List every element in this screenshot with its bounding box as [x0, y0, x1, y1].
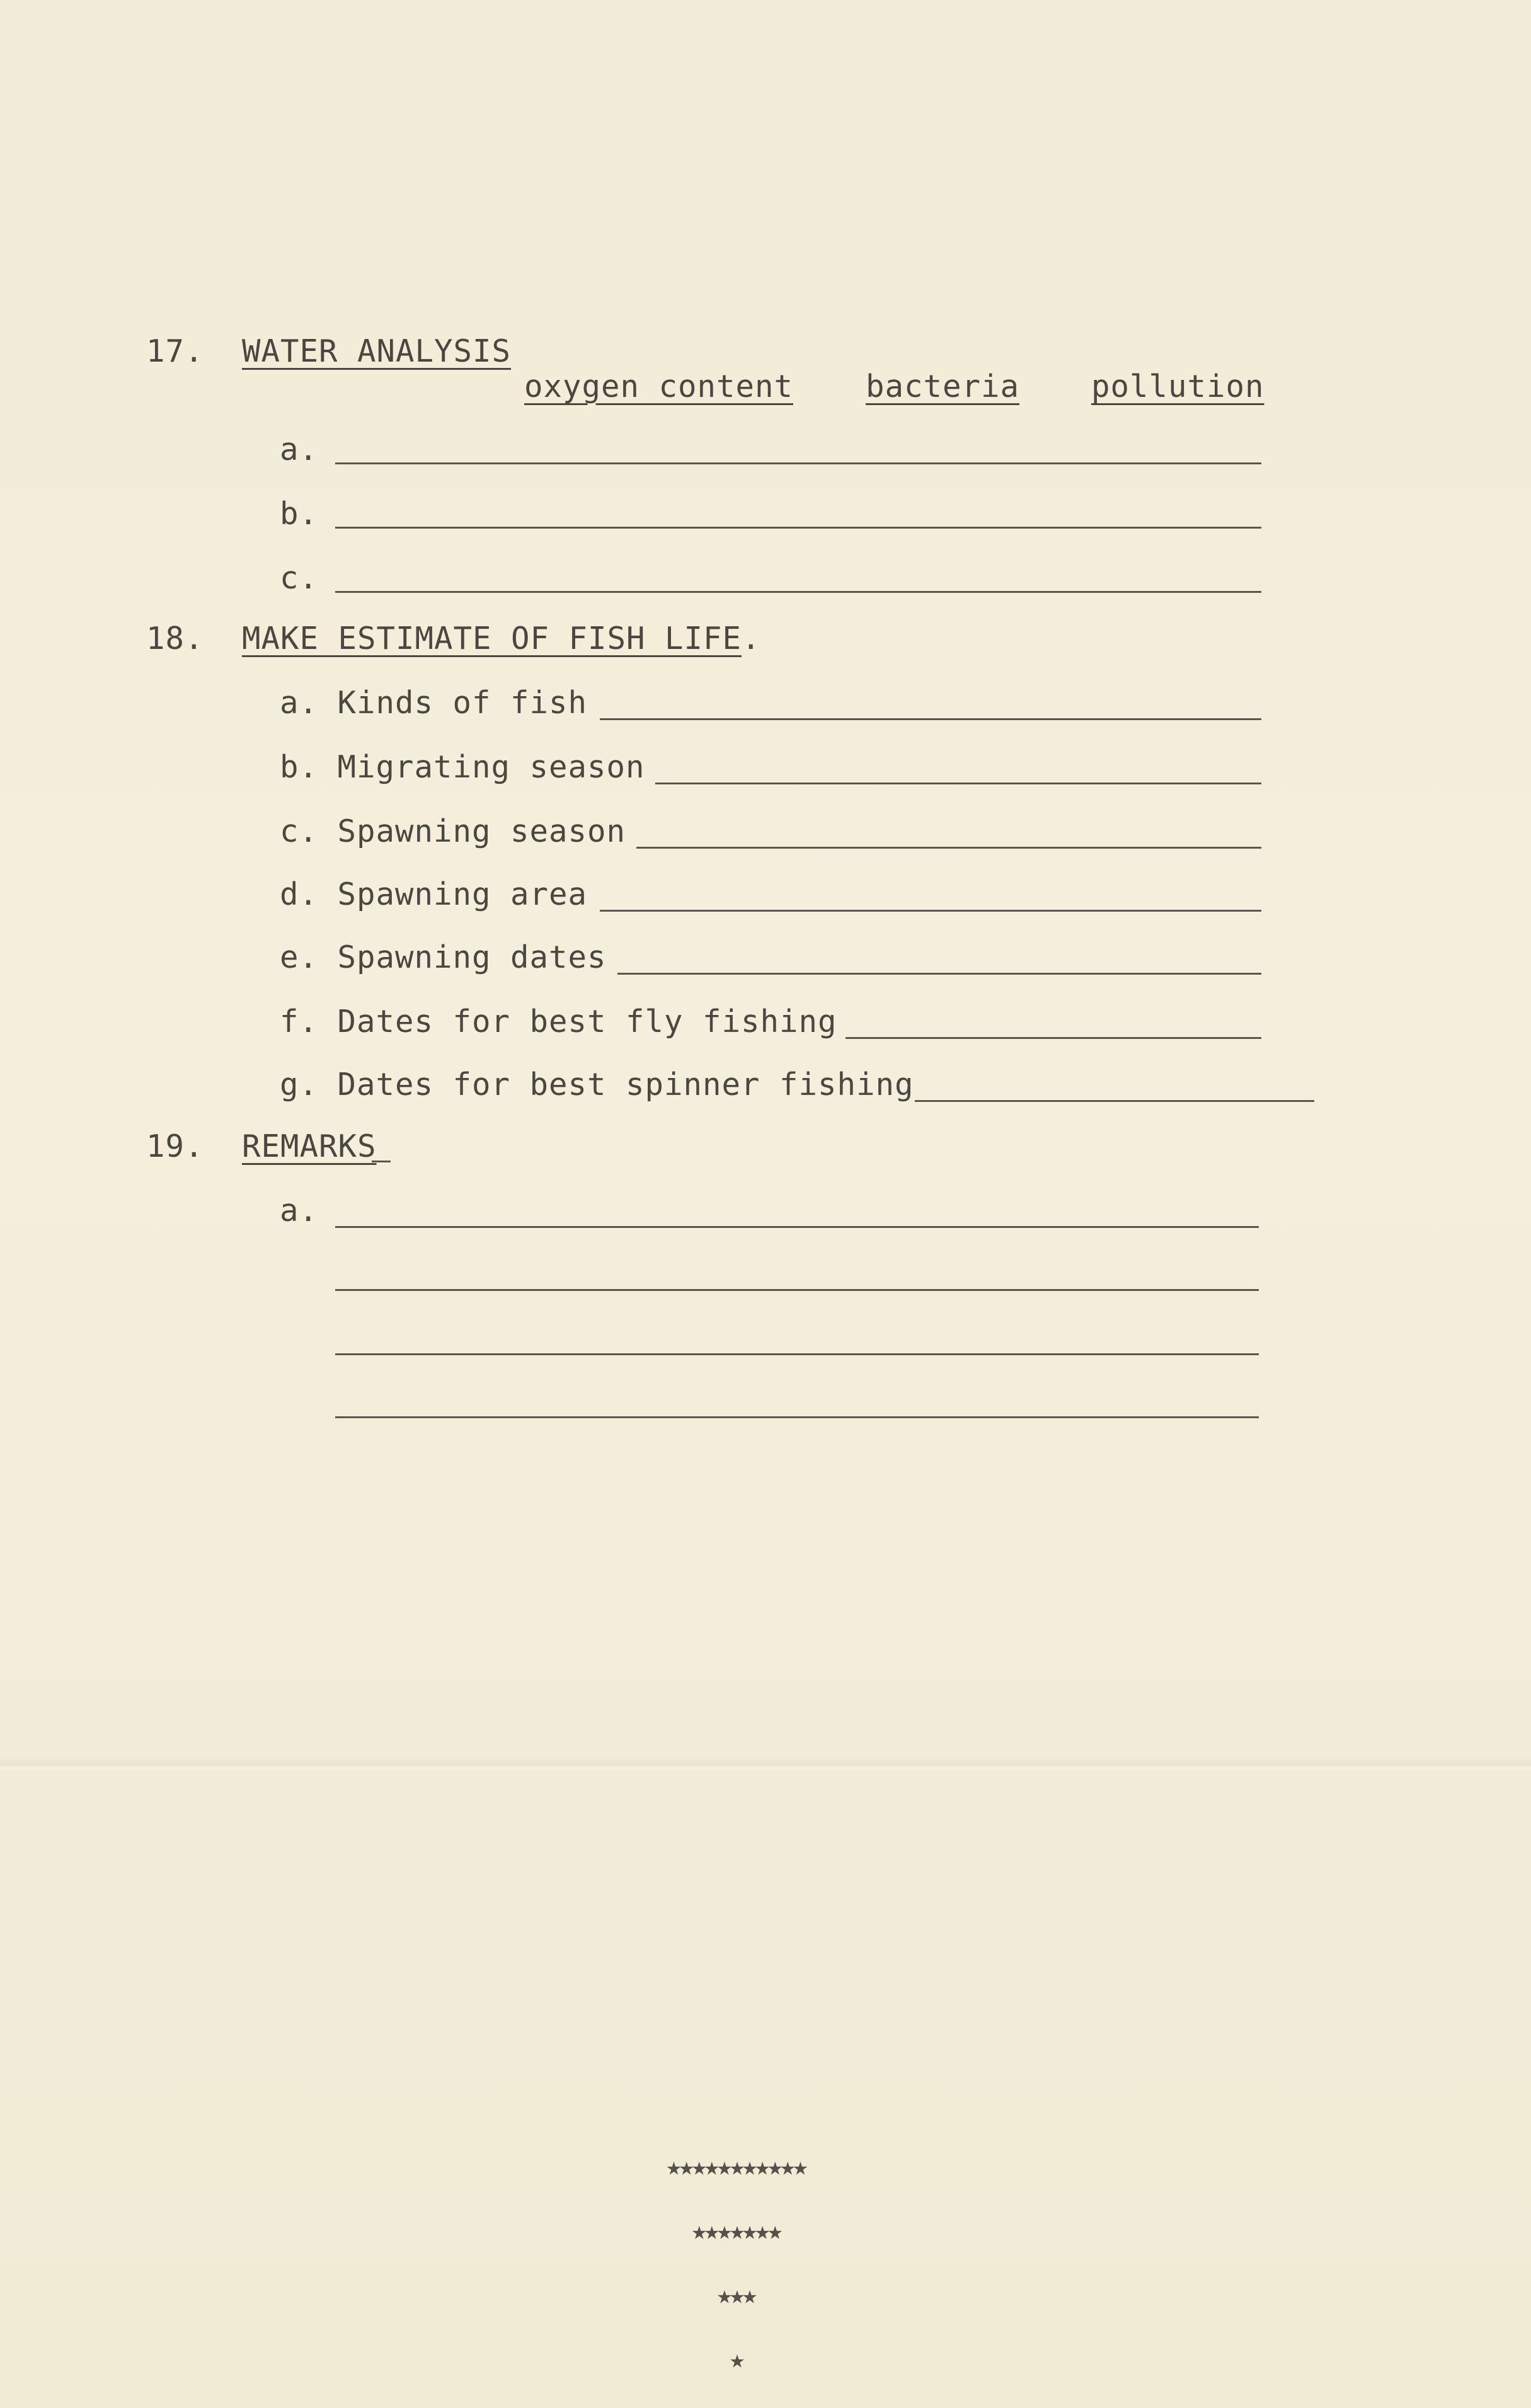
section-18-number: 18.: [146, 621, 204, 656]
remarks-line-1[interactable]: [335, 1226, 1259, 1228]
section-18-title-suffix: .: [742, 621, 761, 656]
fish-item-spawning-area-line[interactable]: [600, 910, 1261, 912]
fish-item-spawning-dates: e. Spawning dates: [280, 939, 607, 975]
footer-stars-row-1: ★★★★★★★★★★★: [666, 2152, 806, 2181]
section-19-title: REMARKS: [242, 1128, 377, 1164]
fish-item-fly-fishing-line[interactable]: [846, 1037, 1261, 1039]
fish-item-migrating-line[interactable]: [655, 783, 1261, 784]
fish-item-spawning-season-line[interactable]: [636, 847, 1261, 849]
column-oxygen-content: oxygen content: [524, 369, 794, 404]
section-18-heading: [242, 620, 761, 658]
section-19-title-underline-tail: [372, 1161, 391, 1162]
column-pollution: pollution: [1091, 369, 1264, 404]
section-17-number: 17.: [146, 333, 204, 369]
fish-item-fly-fishing: f. Dates for best fly fishing: [280, 1004, 837, 1040]
fish-item-spinner-fishing-line[interactable]: [915, 1100, 1314, 1102]
fish-item-kinds: a. Kinds of fish: [280, 685, 588, 721]
fish-item-spawning-area: d. Spawning area: [280, 876, 588, 912]
column-bacteria: bacteria: [866, 369, 1020, 404]
paper-fold: [0, 1758, 1531, 1774]
water-row-b-line[interactable]: [335, 527, 1261, 529]
remarks-line-4[interactable]: [335, 1416, 1259, 1418]
section-18-title: MAKE ESTIMATE OF FISH LIFE: [242, 621, 742, 656]
water-row-c-line[interactable]: [335, 591, 1261, 593]
remarks-line-2[interactable]: [335, 1289, 1259, 1291]
remarks-row-a-label: a.: [280, 1193, 319, 1229]
footer-stars-row-2: ★★★★★★★: [691, 2216, 781, 2245]
fish-item-kinds-line[interactable]: [600, 718, 1261, 720]
water-row-b-label: b.: [280, 496, 319, 532]
footer-stars-row-3: ★★★: [716, 2281, 755, 2310]
footer-stars-row-4: ★: [729, 2345, 743, 2374]
fish-item-spawning-season: c. Spawning season: [280, 813, 626, 849]
fish-item-spawning-dates-line[interactable]: [617, 973, 1261, 975]
section-17-title: WATER ANALYSIS: [242, 333, 512, 369]
section-19-number: 19.: [146, 1128, 204, 1164]
remarks-line-3[interactable]: [335, 1353, 1259, 1355]
water-row-c-label: c.: [280, 560, 319, 596]
water-row-a-label: a.: [280, 432, 319, 467]
water-row-a-line[interactable]: [335, 462, 1261, 464]
fish-item-migrating: b. Migrating season: [280, 749, 645, 785]
fish-item-spinner-fishing: g. Dates for best spinner fishing: [280, 1067, 914, 1103]
